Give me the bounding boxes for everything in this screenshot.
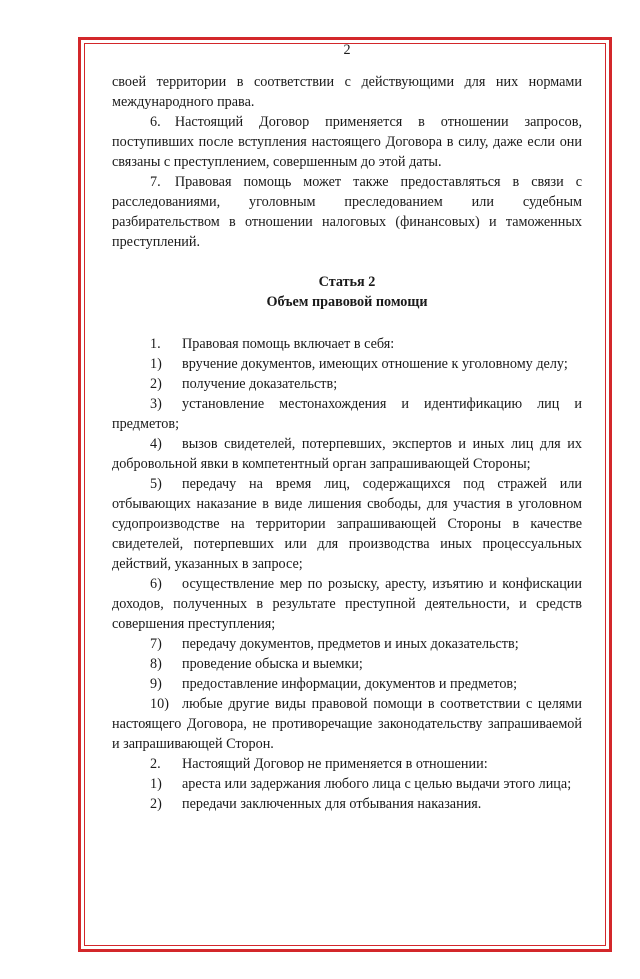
list-item-text: получение доказательств;	[182, 376, 338, 392]
list-item-number: 8)	[150, 656, 162, 672]
list-item	[112, 674, 582, 694]
list-item-number: 6)	[150, 576, 162, 592]
list-item-number: 1)	[150, 356, 162, 372]
list-item	[112, 434, 582, 474]
list-item-text: проведение обыска и выемки;	[182, 656, 363, 672]
list-item-number: 5)	[150, 476, 162, 492]
list-item	[112, 694, 582, 754]
list-item-number: 1)	[150, 776, 162, 792]
list-item-text: установление местонахождения и идентификацию лиц и предметов;	[112, 396, 582, 432]
list-item-number: 3)	[150, 396, 162, 412]
list-item-number: 4)	[150, 436, 162, 452]
list-item	[112, 574, 582, 634]
list-item-number: 9)	[150, 676, 162, 692]
section-2-number: 2.	[150, 756, 161, 772]
list-item-text: вручение документов, имеющих отношение к уголовному делу;	[182, 356, 568, 372]
list-item-text: ареста или задержания любого лица с целью выдачи этого лица;	[182, 776, 572, 792]
article-number: Статья 2	[318, 274, 376, 290]
list-item-text: передачу документов, предметов и иных доказательств;	[182, 636, 519, 652]
list-item	[112, 774, 582, 794]
list-item	[112, 654, 582, 674]
list-item	[112, 794, 582, 814]
list-item-number: 10)	[150, 696, 169, 712]
section-1	[112, 334, 582, 354]
intro-continuation: своей территории в соответствии с действующими для них нормами международного права.	[112, 74, 582, 110]
list-item	[112, 634, 582, 654]
list-item-number: 2)	[150, 376, 162, 392]
list-item-text: вызов свидетелей, потерпевших, экспертов и иных лиц для их добровольной явки в компетентный орган запрашивающей Стороны;	[112, 436, 582, 472]
list-item-number: 7)	[150, 636, 162, 652]
clause-6: 6. Настоящий Договор применяется в отношении запросов, поступивших после вступления настоящего Договора в силу, даже если они связаны с преступлением, совершенным до этой даты.	[112, 114, 582, 170]
list-item	[112, 474, 582, 574]
list-item-text: предоставление информации, документов и предметов;	[182, 676, 518, 692]
section-1-text: Правовая помощь включает в себя:	[182, 336, 395, 352]
clause-7: 7. Правовая помощь может также предоставляться в связи с расследованиями, уголовным преследованием или судебным разбирательством в отношении налоговых (финансовых) и таможенных преступлений.	[112, 174, 582, 250]
list-item	[112, 374, 582, 394]
list-item	[112, 354, 582, 374]
page-number: 2	[343, 42, 351, 58]
section-2-text: Настоящий Договор не применяется в отношении:	[182, 756, 488, 772]
list-item-text: передачу на время лиц, содержащихся под стражей или отбывающих наказание в виде лишения свободы, для участия в уголовном судопроизводстве на территории запрашивающей Стороны в качестве свидетелей, потерпевших или для производства иных процессуальных действий, указанных в запросе;	[112, 476, 582, 572]
list-item-text: осуществление мер по розыску, аресту, изъятию и конфискации доходов, полученных в результате преступной деятельности, и средств совершения преступления;	[112, 576, 582, 632]
list-item	[112, 394, 582, 434]
section-1-number: 1.	[150, 336, 161, 352]
article-title: Объем правовой помощи	[266, 294, 428, 310]
list-item-text: любые другие виды правовой помощи в соответствии с целями настоящего Договора, не противоречащие законодательству запрашиваемой и запрашивающей Сторон.	[112, 696, 582, 752]
list-item-number: 2)	[150, 796, 162, 812]
list-item-text: передачи заключенных для отбывания наказания.	[182, 796, 482, 812]
document-body	[112, 40, 582, 814]
section-2	[112, 754, 582, 774]
